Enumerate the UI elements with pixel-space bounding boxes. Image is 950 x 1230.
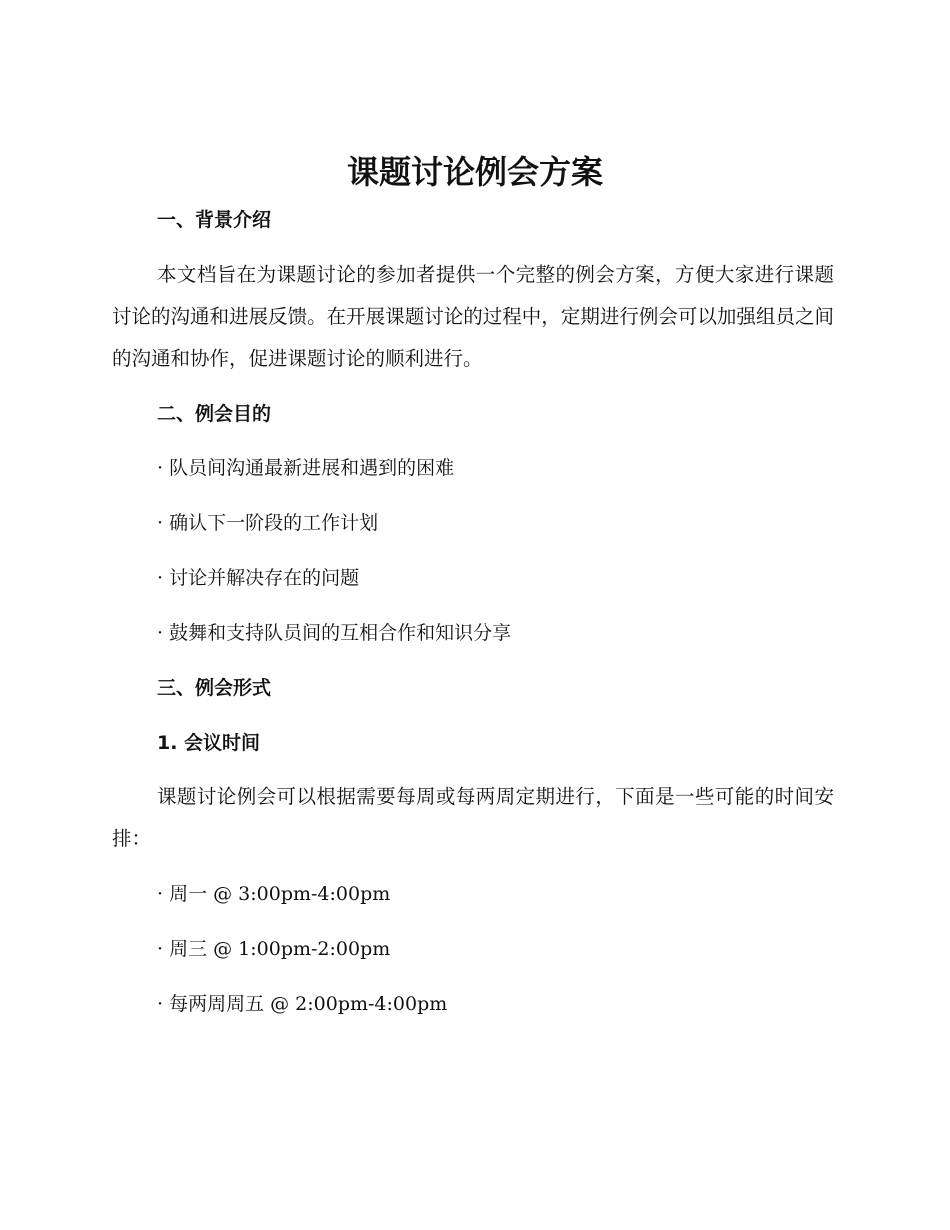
- schedule-bullet-2: · 周三 @ 1:00pm-2:00pm: [157, 938, 391, 960]
- schedule-bullet-1: · 周一 @ 3:00pm-4:00pm: [157, 883, 391, 905]
- meeting-time-paragraph: 课题讨论例会可以根据需要每周或每两周定期进行，下面是一些可能的时间安排：: [112, 785, 834, 850]
- schedule-bullet-3: · 每两周周五 @ 2:00pm-4:00pm: [157, 993, 448, 1015]
- purpose-bullet-1: · 队员间沟通最新进展和遇到的困难: [157, 457, 455, 479]
- purpose-bullet-2: · 确认下一阶段的工作计划: [157, 512, 379, 534]
- purpose-bullet-3: · 讨论并解决存在的问题: [157, 567, 360, 589]
- document-title: 课题讨论例会方案: [346, 153, 603, 191]
- section-heading-purpose: 二、例会目的: [157, 403, 272, 425]
- subheading-meeting-time: 1. 会议时间: [157, 732, 261, 754]
- background-paragraph: 本文档旨在为课题讨论的参加者提供一个完整的例会方案，方便大家进行课题讨论的沟通和进展反馈。在开展课题讨论的过程中，定期进行例会可以加强组员之间的沟通和协作，促进课题讨论的顺利进行。: [112, 263, 834, 370]
- section-heading-background: 一、背景介绍: [157, 209, 272, 231]
- purpose-bullet-4: · 鼓舞和支持队员间的互相合作和知识分享: [157, 622, 512, 644]
- section-heading-format: 三、例会形式: [157, 677, 272, 699]
